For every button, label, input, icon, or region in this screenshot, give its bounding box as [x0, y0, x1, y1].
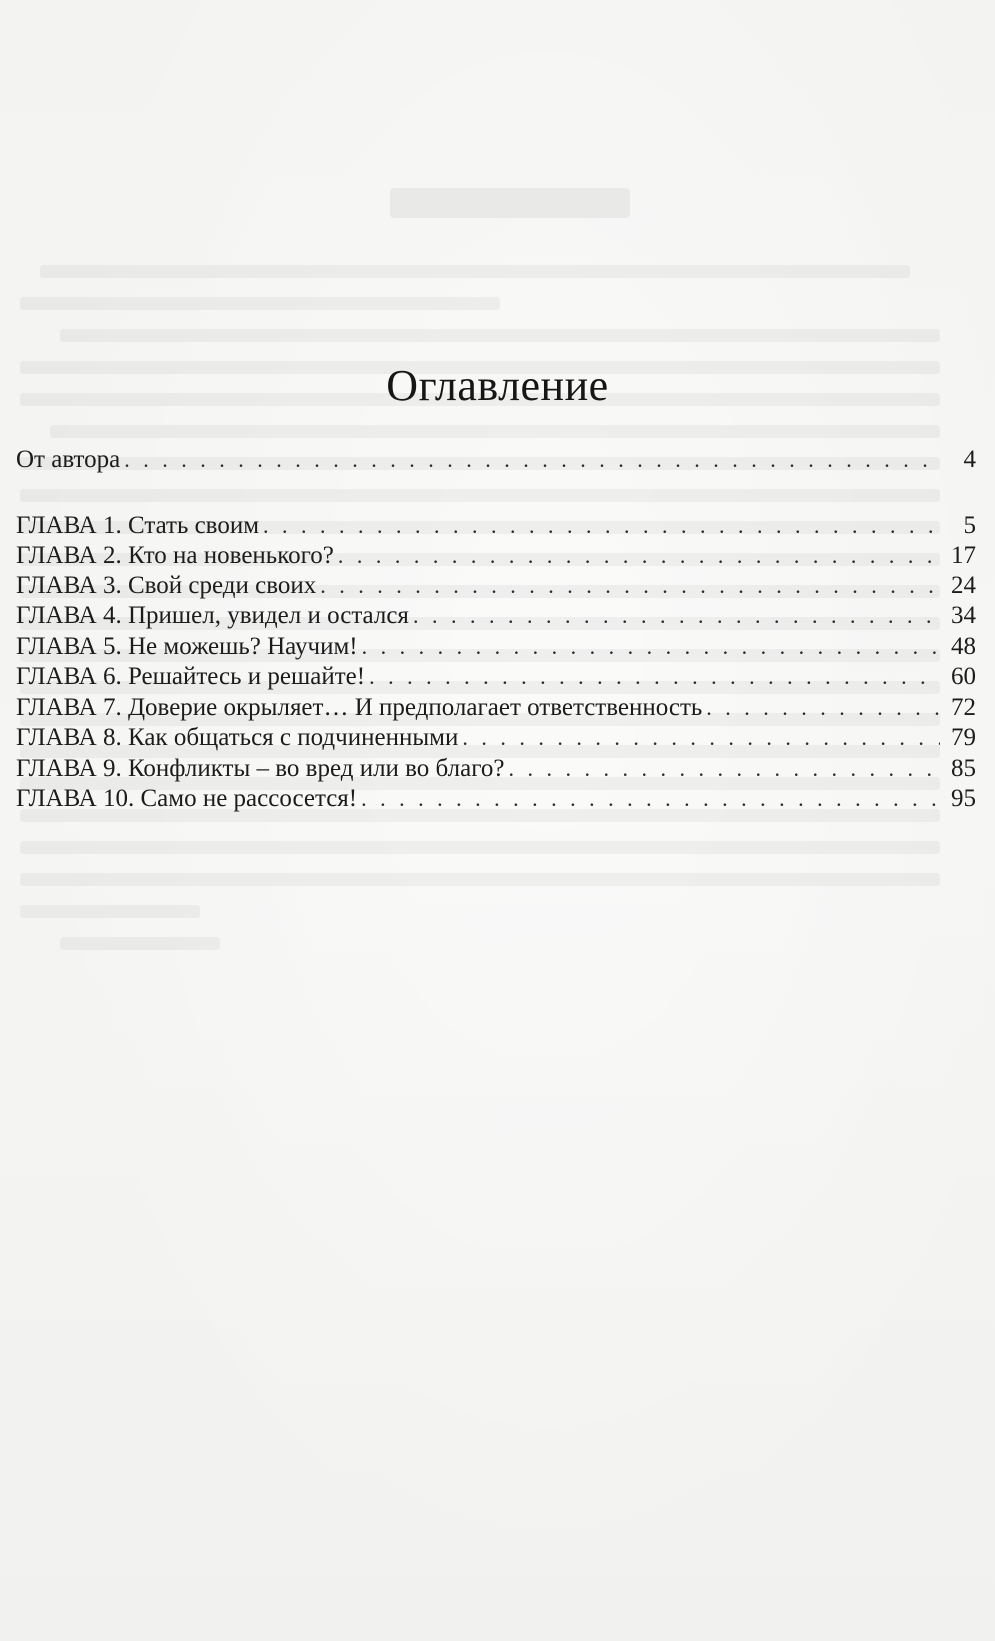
toc-entry-page: 24 [951, 572, 976, 599]
toc-entry-label: ГЛАВА 6. Решайтесь и решайте! [16, 663, 366, 690]
toc-entry-page: 34 [951, 602, 976, 629]
dot-leader [338, 539, 940, 573]
toc-entry-label: ГЛАВА 10. Само не рассосется! [16, 785, 358, 812]
toc-entry-label: От автора [16, 446, 121, 473]
toc-entry-chapter-5 [16, 630, 976, 664]
toc-entry-label: ГЛАВА 4. Пришел, увидел и остался [16, 602, 409, 629]
toc-entry-page: 85 [951, 755, 976, 782]
toc-entry-page: 72 [951, 694, 976, 721]
toc-entry-chapter-1 [16, 509, 976, 543]
toc-entry-page: 79 [951, 724, 976, 751]
toc-entry-chapter-9 [16, 752, 976, 786]
page-title: Оглавление [386, 361, 609, 410]
toc-entry-chapter-6 [16, 660, 976, 694]
dot-leader [369, 660, 940, 694]
dot-leader [706, 691, 940, 725]
toc-entry-chapter-10 [16, 782, 976, 816]
toc-entry-label: ГЛАВА 5. Не можешь? Научим! [16, 633, 358, 660]
dot-leader [124, 443, 940, 477]
toc-entry-label: ГЛАВА 3. Свой среди своих [16, 572, 317, 599]
toc-entry-label: ГЛАВА 8. Как общаться с подчиненными [16, 724, 459, 751]
dot-leader [413, 599, 940, 633]
toc-entry-label: ГЛАВА 7. Доверие окрыляет… И предполагает ответственность [16, 694, 703, 721]
toc-entry-page: 4 [963, 446, 976, 473]
dot-leader [361, 782, 940, 816]
dot-leader [362, 630, 940, 664]
toc-entry-page: 5 [963, 512, 976, 539]
dot-leader [462, 721, 940, 755]
toc-entry-chapter-8 [16, 721, 976, 755]
toc-entry-chapter-7 [16, 691, 976, 725]
toc-entry-label: ГЛАВА 9. Конфликты – во вред или во благо? [16, 755, 505, 782]
toc-entry-author [16, 443, 976, 477]
toc-entry-chapter-2 [16, 539, 976, 573]
toc-entry-page: 60 [951, 663, 976, 690]
dot-leader [508, 752, 940, 786]
dot-leader [320, 569, 940, 603]
toc-entry-page: 17 [951, 542, 976, 569]
toc-entry-label: ГЛАВА 2. Кто на новенького? [16, 542, 334, 569]
toc-entry-page: 95 [951, 785, 976, 812]
toc-entry-page: 48 [951, 633, 976, 660]
toc-entry-label: ГЛАВА 1. Стать своим [16, 512, 260, 539]
toc-entry-chapter-3 [16, 569, 976, 603]
dot-leader [263, 509, 940, 543]
toc-entry-chapter-4 [16, 599, 976, 633]
